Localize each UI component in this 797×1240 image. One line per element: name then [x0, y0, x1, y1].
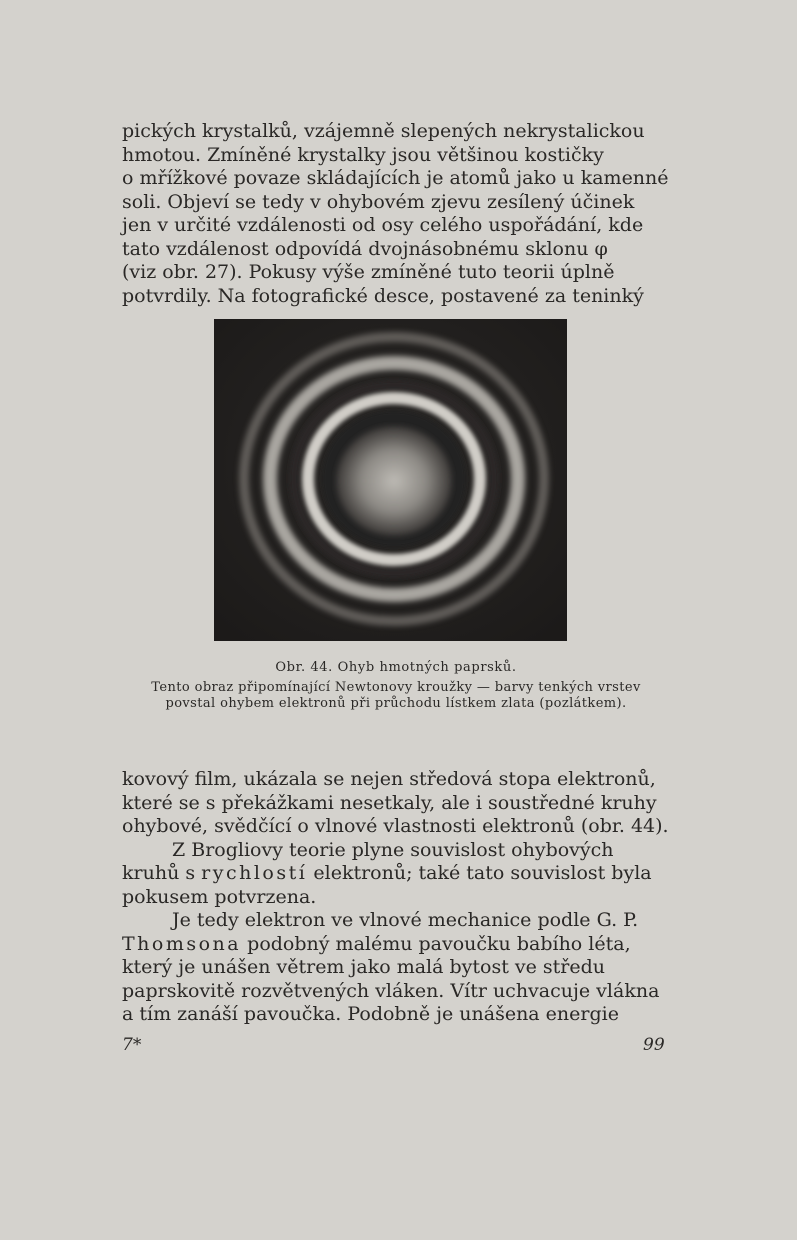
- text-line: (viz obr. 27). Pokusy výše zmíněné tuto teorii úplně: [122, 261, 615, 283]
- text-line: [122, 862, 670, 886]
- text-span: elektronů; také tato souvislost byla: [313, 862, 652, 884]
- text-line: který je unášen větrem jako malá bytost ve středu: [122, 956, 606, 978]
- emphasized-word: rychlostí: [201, 862, 308, 884]
- text-line: pokusem potvrzena.: [122, 885, 317, 908]
- emphasized-word: Thomsona: [122, 932, 242, 955]
- signature-mark: 7*: [122, 1035, 142, 1055]
- text-line: a tím zanáší pavoučka. Podobně je unášena energie: [122, 1003, 619, 1025]
- text-line: tato vzdálenost odpovídá dvojnásobnému sklonu φ: [122, 237, 608, 260]
- diffraction-rings-image: [214, 319, 567, 641]
- text-line: hmotou. Zmíněné krystalky jsou většinou kostičky: [122, 143, 604, 166]
- text-line: ohybové, svědčící o vlnové vlastnosti elektronů (obr. 44).: [122, 815, 669, 837]
- text-line: pických krystalků, vzájemně slepených nekrystalickou: [122, 120, 645, 142]
- figure-caption: [122, 660, 670, 712]
- text-span: kruhů s: [122, 862, 196, 884]
- text-line: kovový film, ukázala se nejen středová stopa elektronů,: [122, 768, 656, 790]
- text-line: Je tedy elektron ve vlnové mechanice podle G. P.: [172, 909, 639, 931]
- caption-body: Tento obraz připomínající Newtonovy kroužky — barvy tenkých vrstev povstal ohybem elektronů při průchodu lístkem zlata (pozlátkem).: [151, 680, 641, 711]
- text-line: o mřížkové povaze skládajících je atomů jako u kamenné: [122, 167, 669, 189]
- text-line: jen v určité vzdálenosti od osy celého uspořádání, kde: [122, 214, 644, 236]
- text-line: [122, 933, 670, 957]
- text-line: soli. Objeví se tedy v ohybovém zjevu zesílený účinek: [122, 190, 635, 213]
- caption-title: Obr. 44. Ohyb hmotných paprsků.: [275, 660, 517, 675]
- text-line: potvrdily. Na fotografické desce, postavené za teninký: [122, 284, 644, 307]
- diffraction-rings-photo: [214, 319, 567, 641]
- bottom-paragraphs: [122, 768, 670, 1027]
- top-paragraph: [122, 120, 670, 308]
- text-line: paprskovitě rozvětvených vláken. Vítr uchvacuje vlákna: [122, 979, 660, 1002]
- text-span: podobný malému pavoučku babího léta,: [247, 932, 631, 955]
- text-line: Z Brogliovy teorie plyne souvislost ohybových: [172, 838, 614, 861]
- page-number: 99: [643, 1035, 665, 1055]
- text-line: které se s překážkami nesetkaly, ale i soustředné kruhy: [122, 791, 657, 814]
